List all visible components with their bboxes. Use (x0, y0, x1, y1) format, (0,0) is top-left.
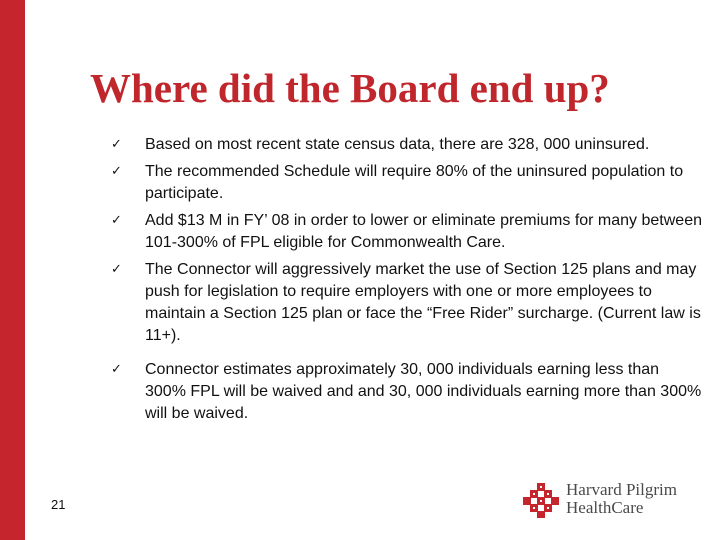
bullet-text: The recommended Schedule will require 80% of the uninsured population to participate. (145, 163, 684, 202)
checkmark-icon: ✓ (111, 164, 122, 179)
bullet-text: The Connector will aggressively market the use of Section 125 plans and may push for legislation to require employers with one or more employees to maintain a Section 125 plan or face the “Free Rider” surcharge. (Current law is 11+). (145, 261, 701, 344)
bullet-item (104, 259, 704, 347)
bullet-item (104, 210, 704, 254)
logo-text-line2: HealthCare (566, 498, 644, 517)
harvard-pilgrim-emblem-icon (522, 481, 560, 519)
checkmark-icon: ✓ (111, 362, 122, 377)
bullet-text: Connector estimates approximately 30, 000 individuals earning less than 300% FPL will be waived and and 30, 000 individuals earning more than 300% will be waived. (145, 361, 702, 422)
checkmark-icon: ✓ (111, 262, 122, 277)
bullet-text: Add $13 M in FY’ 08 in order to lower or eliminate premiums for many between 101-300% of FPL eligible for Commonwealth Care. (145, 212, 702, 251)
checkmark-icon: ✓ (111, 137, 122, 152)
logo-text-line1: Harvard Pilgrim (566, 480, 677, 499)
page-number: 21 (51, 497, 66, 512)
bullet-item (104, 134, 704, 156)
left-accent-bar (0, 0, 25, 540)
harvard-pilgrim-logo (522, 480, 702, 520)
bullet-text: Based on most recent state census data, there are 328, 000 uninsured. (145, 136, 650, 153)
bullet-item (104, 359, 704, 425)
slide-title: Where did the Board end up? (90, 65, 610, 111)
bullet-list (104, 134, 704, 430)
bullet-item (104, 161, 704, 205)
checkmark-icon: ✓ (111, 213, 122, 228)
